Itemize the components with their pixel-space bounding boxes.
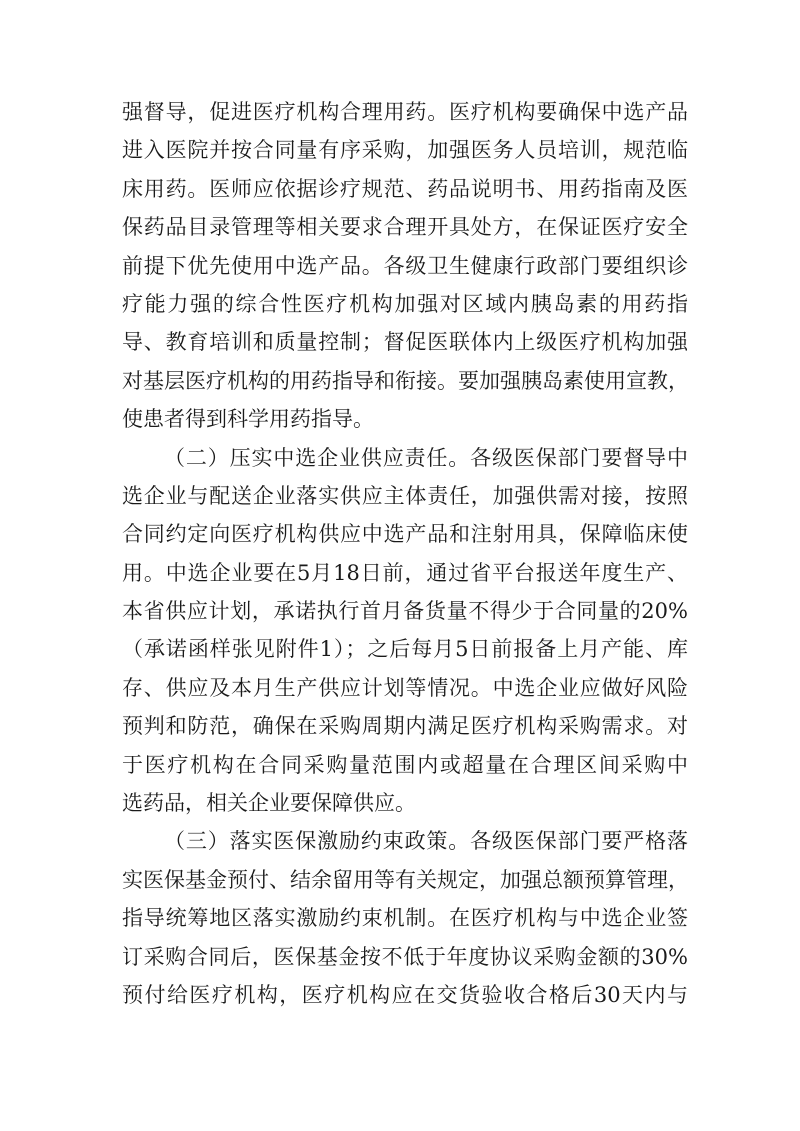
section-heading-line: （二）压实中选企业供应责任。各级医保部门要督导中 xyxy=(164,445,688,470)
text-line: 本省供应计划，承诺执行首月备货量不得少于合同量的20% xyxy=(122,599,688,624)
text-line: 对基层医疗机构的用药指导和衔接。要加强胰岛素使用宣教， xyxy=(122,368,689,393)
text-line: 选企业与配送企业落实供应主体责任，加强供需对接，按照 xyxy=(122,483,688,508)
text-line: 预付给医疗机构，医疗机构应在交货验收合格后30天内与 xyxy=(122,982,688,1007)
paragraph-end-line: 选药品，相关企业要保障供应。 xyxy=(122,791,416,816)
text-line: 合同约定向医疗机构供应中选产品和注射用具，保障临床使 xyxy=(122,522,688,547)
text-line: 实医保基金预付、结余留用等有关规定，加强总额预算管理， xyxy=(122,867,689,892)
text-line: 保药品目录管理等相关要求合理开具处方，在保证医疗安全 xyxy=(122,215,688,240)
text-line: 导、教育培训和质量控制；督促医联体内上级医疗机构加强 xyxy=(122,330,688,355)
text-line: 前提下优先使用中选产品。各级卫生健康行政部门要组织诊 xyxy=(122,253,688,278)
section-heading-line: （三）落实医保激励约束政策。各级医保部门要严格落 xyxy=(164,829,688,854)
text-line: 预判和防范，确保在采购周期内满足医疗机构采购需求。对 xyxy=(122,714,688,739)
document-body xyxy=(122,93,688,1014)
text-line: 指导统筹地区落实激励约束机制。在医疗机构与中选企业签 xyxy=(122,906,688,931)
text-line: 床用药。医师应依据诊疗规范、药品说明书、用药指南及医 xyxy=(122,176,688,201)
text-line: 用。中选企业要在5月18日前，通过省平台报送年度生产、 xyxy=(122,560,688,585)
text-line: 于医疗机构在合同采购量范围内或超量在合理区间采购中 xyxy=(122,752,688,777)
paragraph-end-line: 使患者得到科学用药指导。 xyxy=(122,407,374,432)
text-line: 存、供应及本月生产供应计划等情况。中选企业应做好风险 xyxy=(122,675,688,700)
text-line: 订采购合同后，医保基金按不低于年度协议采购金额的30% xyxy=(122,944,688,969)
text-line: 疗能力强的综合性医疗机构加强对区域内胰岛素的用药指 xyxy=(122,291,688,316)
text-line: 强督导，促进医疗机构合理用药。医疗机构要确保中选产品 xyxy=(122,100,688,124)
text-line: （承诺函样张见附件1）；之后每月5日前报备上月产能、库 xyxy=(122,637,688,662)
text-line: 进入医院并按合同量有序采购，加强医务人员培训，规范临 xyxy=(122,138,688,163)
